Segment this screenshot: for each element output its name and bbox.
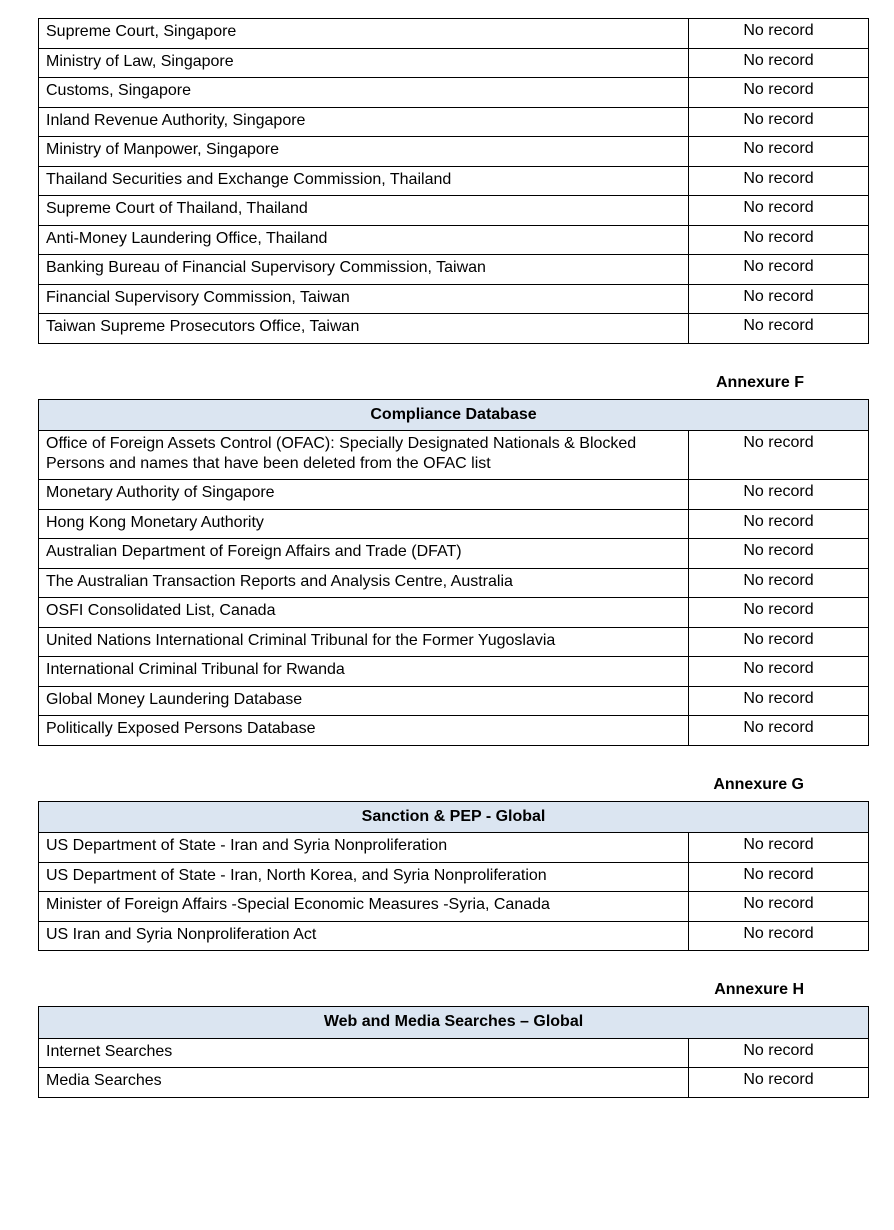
result-cell: No record: [689, 598, 869, 628]
table-row: [39, 833, 869, 863]
source-cell: Thailand Securities and Exchange Commission, Thailand: [39, 166, 689, 196]
table-row: [39, 284, 869, 314]
table-row: [39, 539, 869, 569]
annexure-label: Annexure G: [713, 775, 804, 793]
result-cell: No record: [689, 19, 869, 49]
table-row: [39, 225, 869, 255]
result-cell: No record: [689, 137, 869, 167]
result-cell: No record: [689, 48, 869, 78]
table-row: [39, 921, 869, 951]
table-row: [39, 716, 869, 746]
source-cell: Taiwan Supreme Prosecutors Office, Taiwan: [39, 314, 689, 344]
source-cell: Australian Department of Foreign Affairs and Trade (DFAT): [39, 539, 689, 569]
result-cell: No record: [689, 431, 869, 480]
source-cell: Office of Foreign Assets Control (OFAC): Specially Designated Nationals & Blocked Persons and names that have been deleted from the OFAC list: [39, 431, 689, 480]
result-cell: No record: [689, 921, 869, 951]
source-cell: Ministry of Manpower, Singapore: [39, 137, 689, 167]
result-cell: No record: [689, 862, 869, 892]
table-row: [39, 78, 869, 108]
table-section-web-media-searches: [38, 981, 868, 1098]
source-cell: United Nations International Criminal Tribunal for the Former Yugoslavia: [39, 627, 689, 657]
sanction-pep-global-table: [38, 801, 869, 952]
result-cell: No record: [689, 1068, 869, 1098]
table-row: [39, 314, 869, 344]
table-title: Compliance Database: [39, 399, 869, 431]
result-cell: No record: [689, 255, 869, 285]
table-section-sanction-pep-global: [38, 776, 868, 952]
source-cell: Financial Supervisory Commission, Taiwan: [39, 284, 689, 314]
table-row: [39, 598, 869, 628]
source-cell: US Department of State - Iran, North Korea, and Syria Nonproliferation: [39, 862, 689, 892]
result-cell: No record: [689, 314, 869, 344]
table-section-regulatory-continuation: [38, 18, 868, 344]
table-row: [39, 568, 869, 598]
table-row: [39, 509, 869, 539]
result-cell: No record: [689, 480, 869, 510]
table-body: [39, 431, 869, 746]
table-head: [39, 1007, 869, 1039]
result-cell: No record: [689, 833, 869, 863]
source-cell: Politically Exposed Persons Database: [39, 716, 689, 746]
table-body: [39, 833, 869, 951]
table-row: [39, 1038, 869, 1068]
table-title: Sanction & PEP - Global: [39, 801, 869, 833]
table-title-row: [39, 801, 869, 833]
table-row: [39, 255, 869, 285]
source-cell: Monetary Authority of Singapore: [39, 480, 689, 510]
table-row: [39, 892, 869, 922]
result-cell: No record: [689, 627, 869, 657]
table-row: [39, 1068, 869, 1098]
compliance-database-table: [38, 399, 869, 746]
table-row: [39, 137, 869, 167]
table-head: [39, 399, 869, 431]
table-row: [39, 657, 869, 687]
result-cell: No record: [689, 196, 869, 226]
table-row: [39, 107, 869, 137]
result-cell: No record: [689, 1038, 869, 1068]
source-cell: International Criminal Tribunal for Rwanda: [39, 657, 689, 687]
source-cell: Ministry of Law, Singapore: [39, 48, 689, 78]
annexure-label: Annexure H: [714, 981, 804, 999]
result-cell: No record: [689, 892, 869, 922]
table-title-row: [39, 1007, 869, 1039]
table-row: [39, 48, 869, 78]
source-cell: The Australian Transaction Reports and Analysis Centre, Australia: [39, 568, 689, 598]
result-cell: No record: [689, 686, 869, 716]
source-cell: Global Money Laundering Database: [39, 686, 689, 716]
table-head: [39, 801, 869, 833]
source-cell: Customs, Singapore: [39, 78, 689, 108]
table-body: [39, 19, 869, 344]
result-cell: No record: [689, 716, 869, 746]
table-row: [39, 166, 869, 196]
source-cell: Banking Bureau of Financial Supervisory Commission, Taiwan: [39, 255, 689, 285]
table-body: [39, 1038, 869, 1097]
result-cell: No record: [689, 225, 869, 255]
source-cell: Minister of Foreign Affairs -Special Economic Measures -Syria, Canada: [39, 892, 689, 922]
result-cell: No record: [689, 284, 869, 314]
table-title-row: [39, 399, 869, 431]
table-section-compliance-database: [38, 374, 868, 746]
source-cell: Hong Kong Monetary Authority: [39, 509, 689, 539]
table-row: [39, 627, 869, 657]
result-cell: No record: [689, 539, 869, 569]
table-title: Web and Media Searches – Global: [39, 1007, 869, 1039]
web-media-searches-table: [38, 1006, 869, 1098]
table-row: [39, 19, 869, 49]
table-row: [39, 862, 869, 892]
result-cell: No record: [689, 657, 869, 687]
table-row: [39, 686, 869, 716]
regulatory-sources-table: [38, 18, 869, 344]
source-cell: US Department of State - Iran and Syria Nonproliferation: [39, 833, 689, 863]
source-cell: Internet Searches: [39, 1038, 689, 1068]
annexure-label: Annexure F: [715, 373, 804, 391]
table-row: [39, 196, 869, 226]
result-cell: No record: [689, 107, 869, 137]
source-cell: Supreme Court, Singapore: [39, 19, 689, 49]
source-cell: US Iran and Syria Nonproliferation Act: [39, 921, 689, 951]
source-cell: Media Searches: [39, 1068, 689, 1098]
result-cell: No record: [689, 509, 869, 539]
source-cell: Anti-Money Laundering Office, Thailand: [39, 225, 689, 255]
result-cell: No record: [689, 166, 869, 196]
result-cell: No record: [689, 78, 869, 108]
table-row: [39, 480, 869, 510]
table-row: [39, 431, 869, 480]
result-cell: No record: [689, 568, 869, 598]
source-cell: OSFI Consolidated List, Canada: [39, 598, 689, 628]
source-cell: Supreme Court of Thailand, Thailand: [39, 196, 689, 226]
source-cell: Inland Revenue Authority, Singapore: [39, 107, 689, 137]
